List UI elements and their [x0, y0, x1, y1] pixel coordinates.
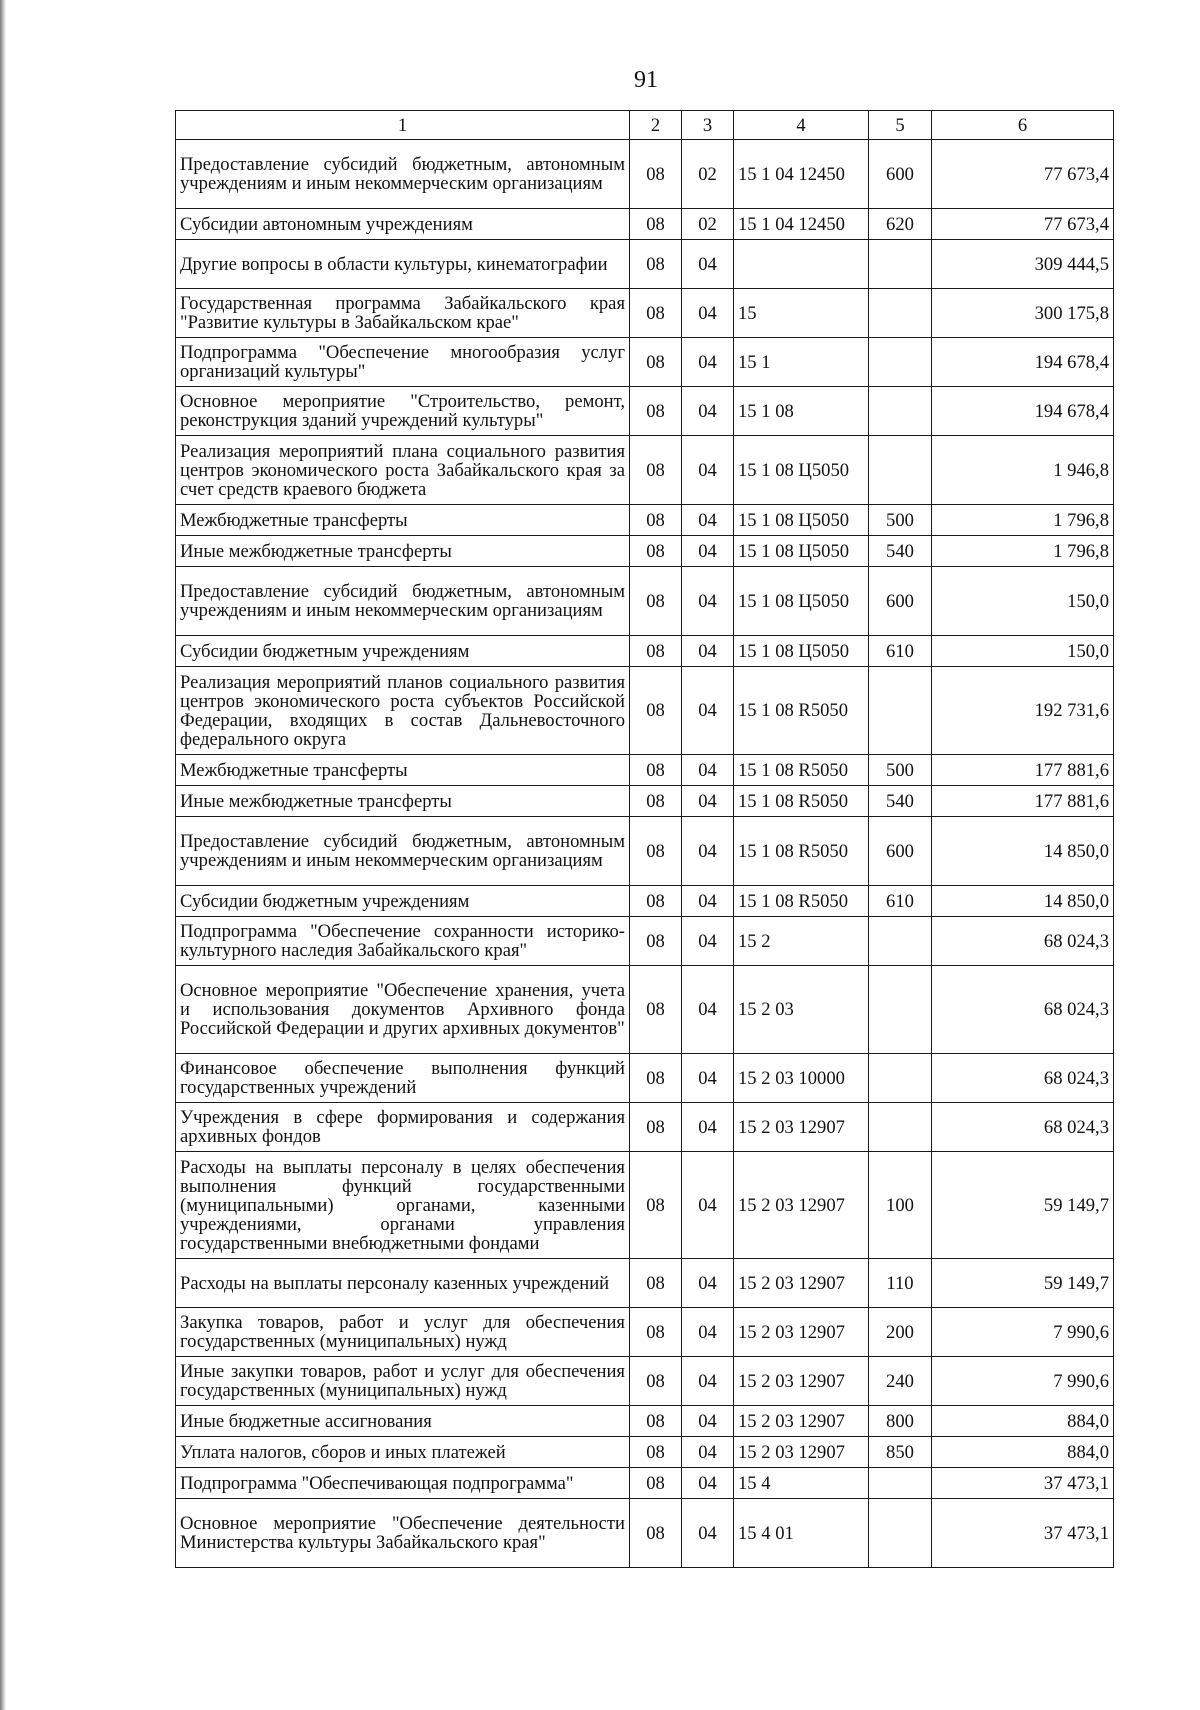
row-amount: 884,0	[932, 1406, 1114, 1437]
row-section-code: 08	[630, 1499, 682, 1568]
row-name: Реализация мероприятий планов социального развития центров экономического роста субъектов Российской Федерации, входящих в состав Дальневосточного федерального округа	[176, 667, 630, 755]
row-target-article: 15 1 08 Ц5050	[734, 536, 869, 567]
row-expense-type	[869, 667, 932, 755]
table-row	[176, 436, 1114, 505]
row-amount: 309 444,5	[932, 240, 1114, 289]
row-expense-type	[869, 1054, 932, 1103]
row-name: Субсидии автономным учреждениям	[176, 209, 630, 240]
row-amount: 59 149,7	[932, 1152, 1114, 1259]
row-amount: 68 024,3	[932, 1103, 1114, 1152]
row-amount: 194 678,4	[932, 338, 1114, 387]
row-target-article: 15 1 08	[734, 387, 869, 436]
row-subsection-code: 04	[682, 1406, 734, 1437]
row-amount: 1 796,8	[932, 505, 1114, 536]
row-name: Подпрограмма "Обеспечение многообразия услуг организаций культуры"	[176, 338, 630, 387]
budget-table	[175, 110, 1114, 1568]
row-name: Учреждения в сфере формирования и содержания архивных фондов	[176, 1103, 630, 1152]
table-row	[176, 966, 1114, 1054]
row-expense-type: 600	[869, 817, 932, 886]
row-name: Закупка товаров, работ и услуг для обеспечения государственных (муниципальных) нужд	[176, 1308, 630, 1357]
row-target-article: 15 2 03 12907	[734, 1406, 869, 1437]
table-row	[176, 1357, 1114, 1406]
row-name: Субсидии бюджетным учреждениям	[176, 886, 630, 917]
row-section-code: 08	[630, 755, 682, 786]
header-col-3: 3	[682, 111, 734, 140]
table-row	[176, 636, 1114, 667]
table-row	[176, 387, 1114, 436]
row-section-code: 08	[630, 209, 682, 240]
row-subsection-code: 04	[682, 817, 734, 886]
row-section-code: 08	[630, 1054, 682, 1103]
row-amount: 1 946,8	[932, 436, 1114, 505]
header-col-4: 4	[734, 111, 869, 140]
row-target-article: 15 1 04 12450	[734, 209, 869, 240]
row-amount: 194 678,4	[932, 387, 1114, 436]
row-expense-type: 500	[869, 505, 932, 536]
row-name: Субсидии бюджетным учреждениям	[176, 636, 630, 667]
row-section-code: 08	[630, 338, 682, 387]
header-col-6: 6	[932, 111, 1114, 140]
row-target-article: 15 2 03 12907	[734, 1152, 869, 1259]
row-name: Государственная программа Забайкальского края "Развитие культуры в Забайкальском крае"	[176, 289, 630, 338]
row-subsection-code: 04	[682, 387, 734, 436]
row-expense-type	[869, 436, 932, 505]
row-section-code: 08	[630, 1468, 682, 1499]
table-row	[176, 817, 1114, 886]
row-target-article	[734, 240, 869, 289]
row-name: Реализация мероприятий плана социального развития центров экономического роста Забайкальского края за счет средств краевого бюджета	[176, 436, 630, 505]
row-section-code: 08	[630, 817, 682, 886]
row-target-article: 15 4	[734, 1468, 869, 1499]
row-name: Иные межбюджетные трансферты	[176, 786, 630, 817]
row-name: Предоставление субсидий бюджетным, автономным учреждениям и иным некоммерческим организациям	[176, 140, 630, 209]
row-section-code: 08	[630, 1357, 682, 1406]
table-row	[176, 505, 1114, 536]
table-row	[176, 1259, 1114, 1308]
table-row	[176, 1152, 1114, 1259]
row-expense-type: 800	[869, 1406, 932, 1437]
row-name: Уплата налогов, сборов и иных платежей	[176, 1437, 630, 1468]
header-col-5: 5	[869, 111, 932, 140]
row-target-article: 15	[734, 289, 869, 338]
row-expense-type: 540	[869, 536, 932, 567]
row-target-article: 15 1 08 R5050	[734, 786, 869, 817]
row-target-article: 15 1 04 12450	[734, 140, 869, 209]
row-target-article: 15 2 03 10000	[734, 1054, 869, 1103]
row-expense-type: 610	[869, 636, 932, 667]
row-target-article: 15 1 08 R5050	[734, 667, 869, 755]
row-name: Иные межбюджетные трансферты	[176, 536, 630, 567]
table-row	[176, 667, 1114, 755]
row-subsection-code: 04	[682, 338, 734, 387]
row-subsection-code: 04	[682, 1468, 734, 1499]
table-row	[176, 1308, 1114, 1357]
row-section-code: 08	[630, 917, 682, 966]
row-section-code: 08	[630, 1308, 682, 1357]
row-target-article: 15 4 01	[734, 1499, 869, 1568]
row-expense-type: 100	[869, 1152, 932, 1259]
row-expense-type: 850	[869, 1437, 932, 1468]
row-amount: 77 673,4	[932, 140, 1114, 209]
row-section-code: 08	[630, 536, 682, 567]
row-section-code: 08	[630, 1406, 682, 1437]
row-section-code: 08	[630, 1437, 682, 1468]
row-amount: 59 149,7	[932, 1259, 1114, 1308]
table-row	[176, 886, 1114, 917]
row-subsection-code: 04	[682, 886, 734, 917]
row-expense-type	[869, 1468, 932, 1499]
table-row	[176, 786, 1114, 817]
table-row	[176, 917, 1114, 966]
row-subsection-code: 04	[682, 1054, 734, 1103]
row-section-code: 08	[630, 886, 682, 917]
row-subsection-code: 04	[682, 786, 734, 817]
row-target-article: 15 2	[734, 917, 869, 966]
row-name: Межбюджетные трансферты	[176, 505, 630, 536]
row-target-article: 15 1 08 Ц5050	[734, 505, 869, 536]
row-target-article: 15 2 03 12907	[734, 1103, 869, 1152]
row-expense-type: 500	[869, 755, 932, 786]
row-amount: 7 990,6	[932, 1357, 1114, 1406]
row-amount: 77 673,4	[932, 209, 1114, 240]
row-target-article: 15 2 03 12907	[734, 1308, 869, 1357]
table-row	[176, 289, 1114, 338]
row-target-article: 15 1 08 R5050	[734, 886, 869, 917]
row-subsection-code: 04	[682, 667, 734, 755]
row-section-code: 08	[630, 140, 682, 209]
row-target-article: 15 2 03 12907	[734, 1437, 869, 1468]
row-section-code: 08	[630, 387, 682, 436]
row-name: Финансовое обеспечение выполнения функций государственных учреждений	[176, 1054, 630, 1103]
row-section-code: 08	[630, 240, 682, 289]
row-section-code: 08	[630, 289, 682, 338]
row-expense-type: 540	[869, 786, 932, 817]
row-subsection-code: 04	[682, 567, 734, 636]
table-row	[176, 209, 1114, 240]
row-name: Основное мероприятие "Обеспечение деятельности Министерства культуры Забайкальского края"	[176, 1499, 630, 1568]
row-expense-type: 610	[869, 886, 932, 917]
row-name: Основное мероприятие "Обеспечение хранения, учета и использования документов Архивного фонда Российской Федерации и других архивных документов"	[176, 966, 630, 1054]
row-expense-type	[869, 289, 932, 338]
table-row	[176, 1406, 1114, 1437]
table-row	[176, 240, 1114, 289]
row-target-article: 15 2 03 12907	[734, 1357, 869, 1406]
row-amount: 68 024,3	[932, 966, 1114, 1054]
row-target-article: 15 1	[734, 338, 869, 387]
row-subsection-code: 04	[682, 1103, 734, 1152]
row-name: Предоставление субсидий бюджетным, автономным учреждениям и иным некоммерческим организациям	[176, 817, 630, 886]
row-subsection-code: 04	[682, 966, 734, 1054]
row-target-article: 15 1 08 Ц5050	[734, 636, 869, 667]
row-amount: 192 731,6	[932, 667, 1114, 755]
row-subsection-code: 04	[682, 240, 734, 289]
row-amount: 150,0	[932, 636, 1114, 667]
table-row	[176, 140, 1114, 209]
row-expense-type	[869, 387, 932, 436]
row-subsection-code: 04	[682, 1357, 734, 1406]
row-expense-type: 600	[869, 567, 932, 636]
row-section-code: 08	[630, 786, 682, 817]
row-expense-type	[869, 338, 932, 387]
row-amount: 177 881,6	[932, 786, 1114, 817]
row-subsection-code: 04	[682, 1437, 734, 1468]
header-col-1: 1	[176, 111, 630, 140]
table-body	[176, 140, 1114, 1568]
row-subsection-code: 04	[682, 755, 734, 786]
row-amount: 14 850,0	[932, 817, 1114, 886]
row-amount: 1 796,8	[932, 536, 1114, 567]
row-subsection-code: 04	[682, 1152, 734, 1259]
row-subsection-code: 04	[682, 436, 734, 505]
row-name: Основное мероприятие "Строительство, ремонт, реконструкция зданий учреждений культуры"	[176, 387, 630, 436]
row-subsection-code: 04	[682, 536, 734, 567]
row-section-code: 08	[630, 667, 682, 755]
row-target-article: 15 1 08 R5050	[734, 755, 869, 786]
row-expense-type: 200	[869, 1308, 932, 1357]
row-expense-type	[869, 240, 932, 289]
row-subsection-code: 02	[682, 209, 734, 240]
row-section-code: 08	[630, 567, 682, 636]
row-name: Иные закупки товаров, работ и услуг для обеспечения государственных (муниципальных) нужд	[176, 1357, 630, 1406]
row-subsection-code: 04	[682, 505, 734, 536]
table-row	[176, 338, 1114, 387]
row-name: Подпрограмма "Обеспечивающая подпрограмма"	[176, 1468, 630, 1499]
row-subsection-code: 04	[682, 1499, 734, 1568]
table-row	[176, 1499, 1114, 1568]
row-subsection-code: 02	[682, 140, 734, 209]
row-amount: 7 990,6	[932, 1308, 1114, 1357]
row-amount: 68 024,3	[932, 1054, 1114, 1103]
row-section-code: 08	[630, 636, 682, 667]
table-row	[176, 1468, 1114, 1499]
row-amount: 300 175,8	[932, 289, 1114, 338]
table-row	[176, 567, 1114, 636]
row-expense-type: 240	[869, 1357, 932, 1406]
row-subsection-code: 04	[682, 289, 734, 338]
table-row	[176, 755, 1114, 786]
row-section-code: 08	[630, 436, 682, 505]
row-amount: 37 473,1	[932, 1468, 1114, 1499]
row-amount: 14 850,0	[932, 886, 1114, 917]
row-section-code: 08	[630, 1259, 682, 1308]
row-section-code: 08	[630, 1103, 682, 1152]
row-expense-type	[869, 917, 932, 966]
row-expense-type: 600	[869, 140, 932, 209]
row-name: Иные бюджетные ассигнования	[176, 1406, 630, 1437]
row-name: Расходы на выплаты персоналу в целях обеспечения выполнения функций государственными (муниципальными) органами, казенными учреждениями, органами управления государственными внебюджетными фондами	[176, 1152, 630, 1259]
row-expense-type	[869, 1103, 932, 1152]
row-subsection-code: 04	[682, 1308, 734, 1357]
row-expense-type	[869, 966, 932, 1054]
header-col-2: 2	[630, 111, 682, 140]
row-subsection-code: 04	[682, 636, 734, 667]
row-subsection-code: 04	[682, 1259, 734, 1308]
table-row	[176, 1054, 1114, 1103]
row-section-code: 08	[630, 505, 682, 536]
scan-edge-shadow	[0, 0, 6, 1710]
row-name: Предоставление субсидий бюджетным, автономным учреждениям и иным некоммерческим организациям	[176, 567, 630, 636]
row-target-article: 15 2 03	[734, 966, 869, 1054]
row-name: Расходы на выплаты персоналу казенных учреждений	[176, 1259, 630, 1308]
row-amount: 884,0	[932, 1437, 1114, 1468]
header-row	[176, 111, 1114, 140]
row-target-article: 15 1 08 Ц5050	[734, 567, 869, 636]
page-number: 91	[634, 67, 658, 93]
row-target-article: 15 1 08 Ц5050	[734, 436, 869, 505]
row-expense-type: 110	[869, 1259, 932, 1308]
row-section-code: 08	[630, 1152, 682, 1259]
row-name: Другие вопросы в области культуры, кинематографии	[176, 240, 630, 289]
row-amount: 177 881,6	[932, 755, 1114, 786]
row-section-code: 08	[630, 966, 682, 1054]
row-target-article: 15 1 08 R5050	[734, 817, 869, 886]
table-row	[176, 536, 1114, 567]
row-amount: 68 024,3	[932, 917, 1114, 966]
row-name: Подпрограмма "Обеспечение сохранности историко-культурного наследия Забайкальского края"	[176, 917, 630, 966]
row-name: Межбюджетные трансферты	[176, 755, 630, 786]
table-row	[176, 1103, 1114, 1152]
row-amount: 37 473,1	[932, 1499, 1114, 1568]
row-expense-type	[869, 1499, 932, 1568]
table-row	[176, 1437, 1114, 1468]
row-amount: 150,0	[932, 567, 1114, 636]
row-expense-type: 620	[869, 209, 932, 240]
row-subsection-code: 04	[682, 917, 734, 966]
row-target-article: 15 2 03 12907	[734, 1259, 869, 1308]
